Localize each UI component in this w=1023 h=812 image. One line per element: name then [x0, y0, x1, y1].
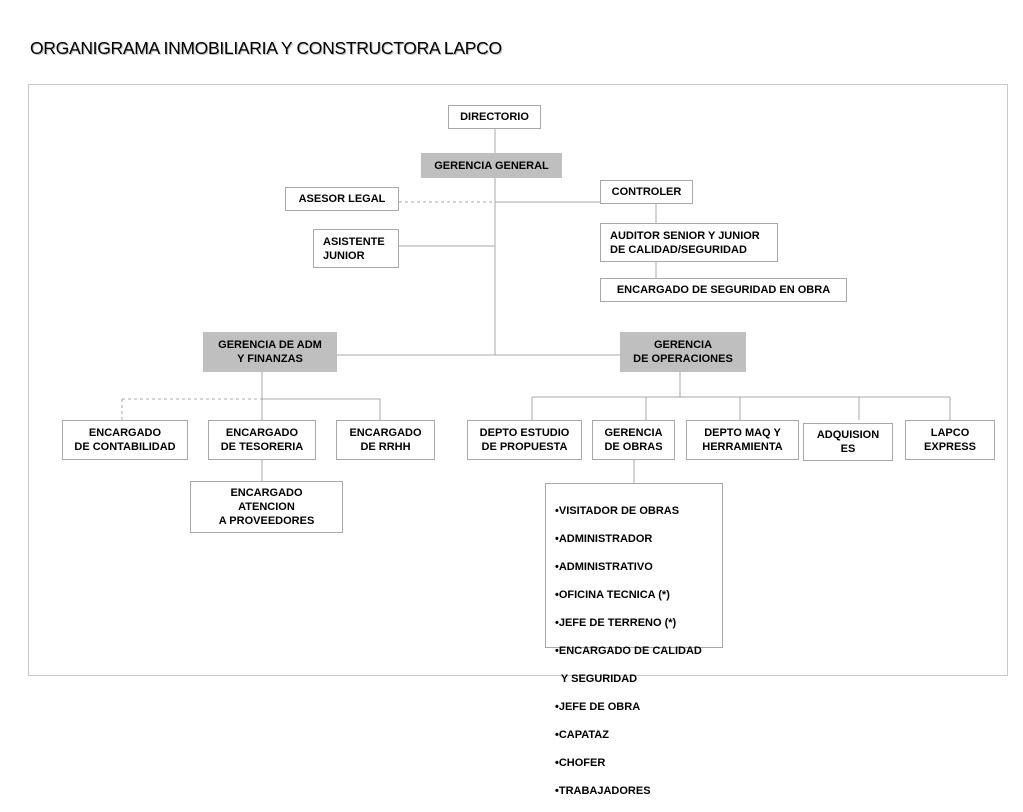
node-lapco-express: LAPCO EXPRESS: [905, 420, 995, 460]
list-item: •JEFE DE OBRA: [555, 701, 641, 713]
node-directorio: DIRECTORIO: [448, 105, 541, 129]
node-asistente-junior: ASISTENTE JUNIOR: [313, 229, 399, 268]
list-item: •CAPATAZ: [555, 729, 609, 741]
list-item: •OFICINA TECNICA (*): [555, 589, 670, 601]
node-auditor: AUDITOR SENIOR Y JUNIOR DE CALIDAD/SEGURIDAD: [600, 223, 778, 262]
node-gerencia-obras: GERENCIA DE OBRAS: [592, 420, 675, 460]
node-obras-staff-list: [545, 483, 723, 797]
list-item: •JEFE DE TERRENO (*): [555, 617, 677, 629]
list-item: •VISITADOR DE OBRAS: [555, 505, 680, 517]
node-controler: CONTROLER: [600, 180, 693, 204]
node-gerencia-adm: GERENCIA DE ADM Y FINANZAS: [203, 332, 337, 372]
list-item: •ENCARGADO DE CALIDAD: [555, 645, 702, 657]
list-item: Y SEGURIDAD: [555, 673, 638, 685]
node-encargado-seguridad-obra: ENCARGADO DE SEGURIDAD EN OBRA: [600, 278, 847, 302]
node-gerencia-general: GERENCIA GENERAL: [421, 153, 562, 178]
list-item: •ADMINISTRATIVO: [555, 561, 653, 573]
list-item: •CHOFER: [555, 757, 606, 769]
list-item: •TRABAJADORES: [555, 785, 651, 797]
page-title: ORGANIGRAMA INMOBILIARIA Y CONSTRUCTORA LAPCO: [30, 38, 502, 58]
node-adquisiciones: ADQUISION ES: [803, 423, 893, 461]
node-depto-estudio: DEPTO ESTUDIO DE PROPUESTA: [467, 420, 582, 460]
node-depto-maq: DEPTO MAQ Y HERRAMIENTA: [686, 420, 799, 460]
node-encargado-contabilidad: ENCARGADO DE CONTABILIDAD: [62, 420, 188, 460]
node-encargado-tesoreria: ENCARGADO DE TESORERIA: [208, 420, 316, 460]
node-encargado-atencion: ENCARGADO ATENCION A PROVEEDORES: [190, 481, 343, 533]
list-item: •ADMINISTRADOR: [555, 533, 653, 545]
node-gerencia-operaciones: GERENCIA DE OPERACIONES: [620, 332, 746, 372]
node-asesor-legal: ASESOR LEGAL: [285, 187, 399, 211]
node-encargado-rrhh: ENCARGADO DE RRHH: [336, 420, 435, 460]
